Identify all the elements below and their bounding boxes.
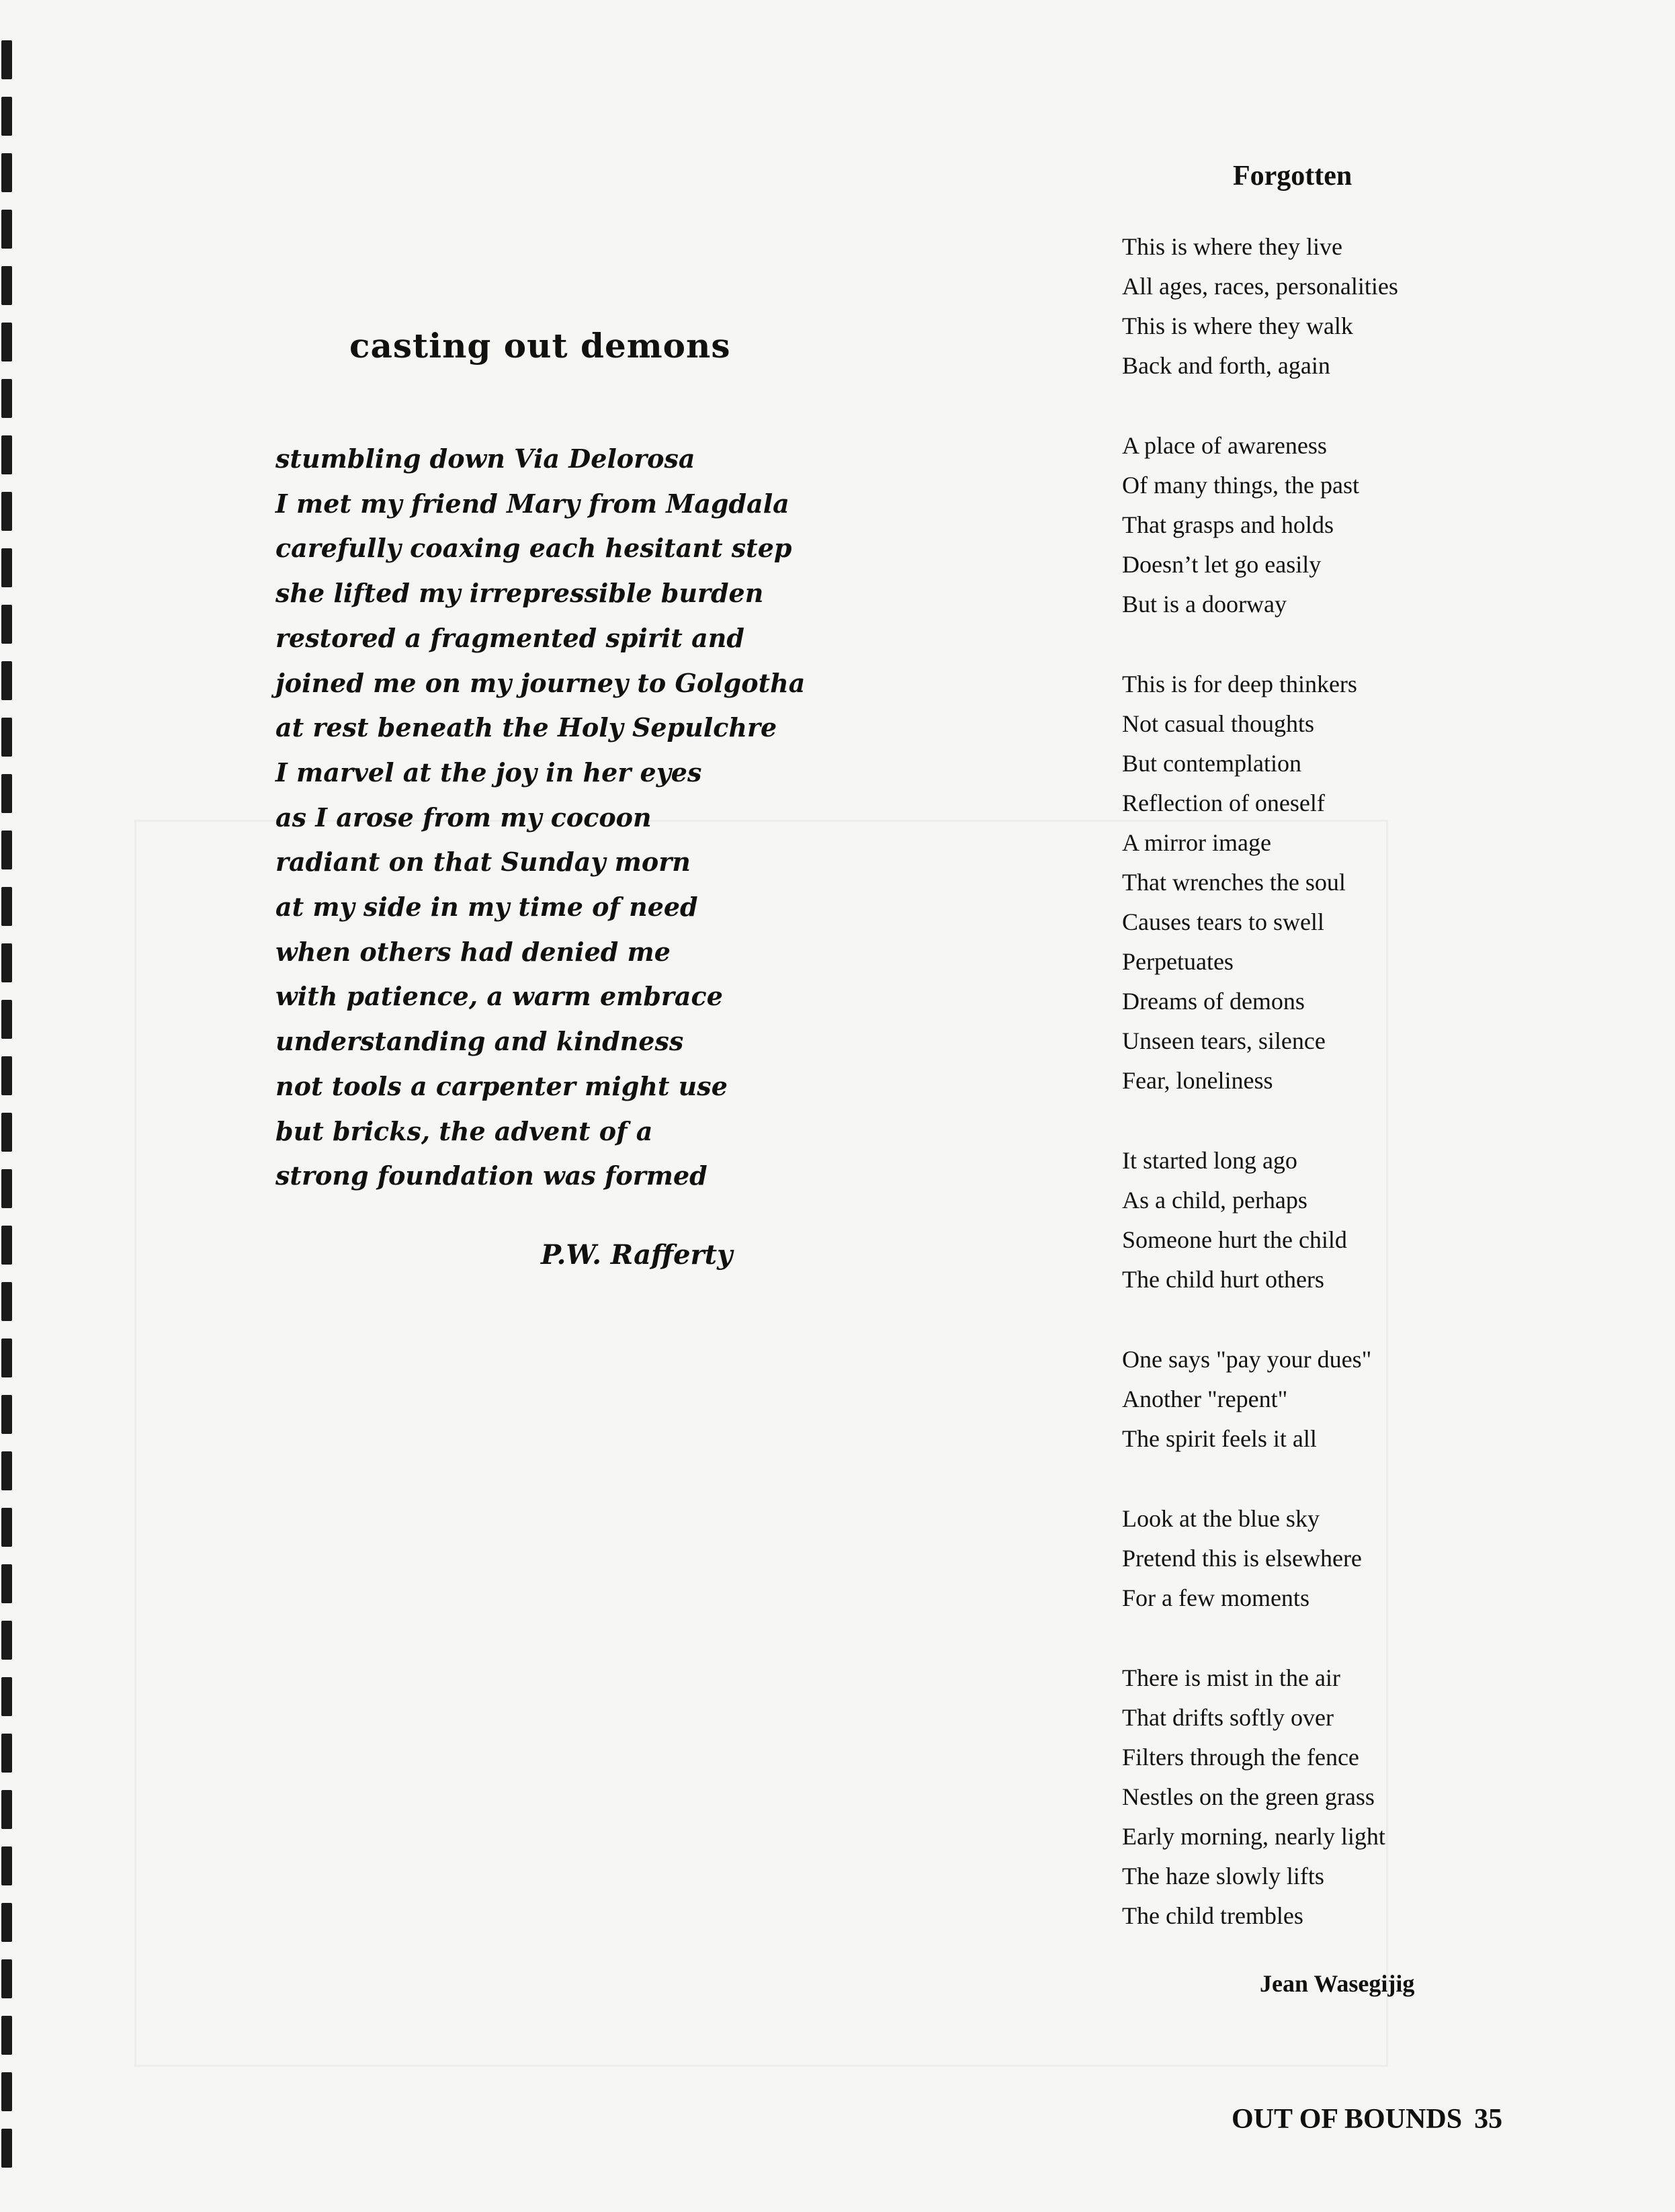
poem-author: Jean Wasegijig [1260, 1970, 1415, 1997]
binding-hole [1, 1621, 12, 1660]
binding-hole [1, 943, 12, 982]
poem-line: Someone hurt the child [1122, 1226, 1347, 1253]
poem-line: One says "pay your dues" [1122, 1346, 1372, 1373]
poem-line: restored a fragmented spirit and [275, 622, 744, 653]
binding-hole [1, 1395, 12, 1434]
poem-line: Filters through the fence [1122, 1744, 1359, 1771]
poem-line: understanding and kindness [275, 1026, 684, 1057]
binding-hole [1, 210, 12, 249]
poem-line: But is a doorway [1122, 591, 1287, 618]
poem-line: As a child, perhaps [1122, 1187, 1307, 1214]
poem-line: I marvel at the joy in her eyes [275, 757, 702, 788]
binding-hole [1, 1169, 12, 1208]
poem-line: That drifts softly over [1122, 1704, 1334, 1731]
binding-hole [1, 1564, 12, 1603]
poem-line: It started long ago [1122, 1147, 1297, 1174]
poem-line: The spirit feels it all [1122, 1425, 1317, 1452]
poem-line: carefully coaxing each hesitant step [275, 533, 792, 564]
binding-hole [1, 1903, 12, 1942]
poem-line: Look at the blue sky [1122, 1505, 1320, 1532]
poem-line: This is where they live [1122, 233, 1342, 260]
poem-title: casting out demons [349, 326, 731, 366]
poem-line: she lifted my irrepressible burden [275, 578, 764, 609]
poem-line: Of many things, the past [1122, 472, 1359, 499]
poem-line: This is where they walk [1122, 312, 1353, 339]
binding-hole [1, 266, 12, 305]
binding-hole [1, 1846, 12, 1885]
poem-line: Unseen tears, silence [1122, 1027, 1326, 1054]
poem-line: stumbling down Via Delorosa [275, 443, 695, 474]
binding-hole [1, 1338, 12, 1377]
stanza [1122, 665, 1525, 1101]
poem-line: Causes tears to swell [1122, 908, 1324, 935]
binding-hole [1, 1056, 12, 1095]
poem-line: at rest beneath the Holy Sepulchre [275, 712, 777, 743]
stanza [1122, 1340, 1525, 1459]
binding-hole [1, 1000, 12, 1039]
poem-line: Dreams of demons [1122, 988, 1305, 1015]
binding-hole [1, 2016, 12, 2055]
stanza [1122, 1499, 1525, 1618]
binding-hole [1, 887, 12, 926]
poem-line: This is for deep thinkers [1122, 671, 1357, 697]
publication-name: OUT OF BOUNDS [1232, 2104, 1463, 2135]
poem-title: Forgotten [1233, 161, 1352, 192]
binding-hole [1, 1734, 12, 1773]
poem-body [1122, 227, 1525, 1936]
poem-casting-out-demons [275, 326, 947, 1271]
poem-line: The child trembles [1122, 1902, 1303, 1929]
poem-line: Fear, loneliness [1122, 1067, 1273, 1094]
poem-line: I met my friend Mary from Magdala [275, 488, 789, 519]
poem-line: radiant on that Sunday morn [275, 847, 691, 878]
poem-line: Pretend this is elsewhere [1122, 1545, 1362, 1572]
poem-line: Back and forth, again [1122, 352, 1330, 379]
spiral-binding [0, 40, 15, 2190]
binding-hole [1, 435, 12, 474]
stanza [1122, 1658, 1525, 1936]
stanza [1122, 227, 1525, 386]
poem-line: at my side in my time of need [275, 892, 698, 923]
stanza [1122, 1141, 1525, 1300]
page-footer [1232, 2103, 1502, 2135]
poem-body [275, 437, 947, 1199]
binding-hole [1, 379, 12, 418]
poem-line: A place of awareness [1122, 432, 1327, 459]
poem-line: with patience, a warm embrace [275, 981, 723, 1012]
binding-hole [1, 153, 12, 192]
poem-line: Early morning, nearly light [1122, 1823, 1385, 1850]
binding-hole [1, 661, 12, 700]
poem-line: That wrenches the soul [1122, 869, 1346, 896]
binding-hole [1, 774, 12, 813]
binding-hole [1, 1451, 12, 1490]
poem-line: For a few moments [1122, 1584, 1309, 1611]
poem-line: The child hurt others [1122, 1266, 1324, 1293]
poem-author: P.W. Rafferty [541, 1238, 733, 1271]
stanza [1122, 426, 1525, 624]
binding-hole [1, 2129, 12, 2168]
binding-hole [1, 40, 12, 79]
poem-line: All ages, races, personalities [1122, 273, 1398, 300]
poem-line: not tools a carpenter might use [275, 1070, 728, 1101]
binding-hole [1, 97, 12, 136]
poem-line: strong foundation was formed [275, 1160, 707, 1191]
poem-line: Reflection of oneself [1122, 790, 1325, 816]
poem-line: as I arose from my cocoon [275, 802, 652, 833]
poem-line: Another "repent" [1122, 1386, 1288, 1412]
page-number: 35 [1474, 2104, 1503, 2135]
binding-hole [1, 1508, 12, 1547]
poem-line: A mirror image [1122, 829, 1271, 856]
poem-line: Nestles on the green grass [1122, 1783, 1375, 1810]
binding-hole [1, 1282, 12, 1321]
binding-hole [1, 1226, 12, 1265]
poem-line: That grasps and holds [1122, 511, 1334, 538]
poem-forgotten [1122, 160, 1525, 1998]
poem-line: But contemplation [1122, 750, 1301, 777]
poem-line: when others had denied me [275, 936, 671, 967]
binding-hole [1, 1959, 12, 1998]
binding-hole [1, 323, 12, 361]
binding-hole [1, 1677, 12, 1716]
binding-hole [1, 2072, 12, 2111]
binding-hole [1, 492, 12, 531]
binding-hole [1, 831, 12, 869]
poem-line: The haze slowly lifts [1122, 1863, 1324, 1889]
binding-hole [1, 548, 12, 587]
poem-line: joined me on my journey to Golgotha [275, 667, 806, 698]
poem-line: Not casual thoughts [1122, 710, 1314, 737]
poem-line: Perpetuates [1122, 948, 1234, 975]
binding-hole [1, 605, 12, 644]
poem-line: Doesn’t let go easily [1122, 551, 1322, 578]
poem-line: but bricks, the advent of a [275, 1115, 653, 1146]
poem-line: There is mist in the air [1122, 1664, 1340, 1691]
binding-hole [1, 1113, 12, 1152]
binding-hole [1, 1790, 12, 1829]
binding-hole [1, 718, 12, 757]
